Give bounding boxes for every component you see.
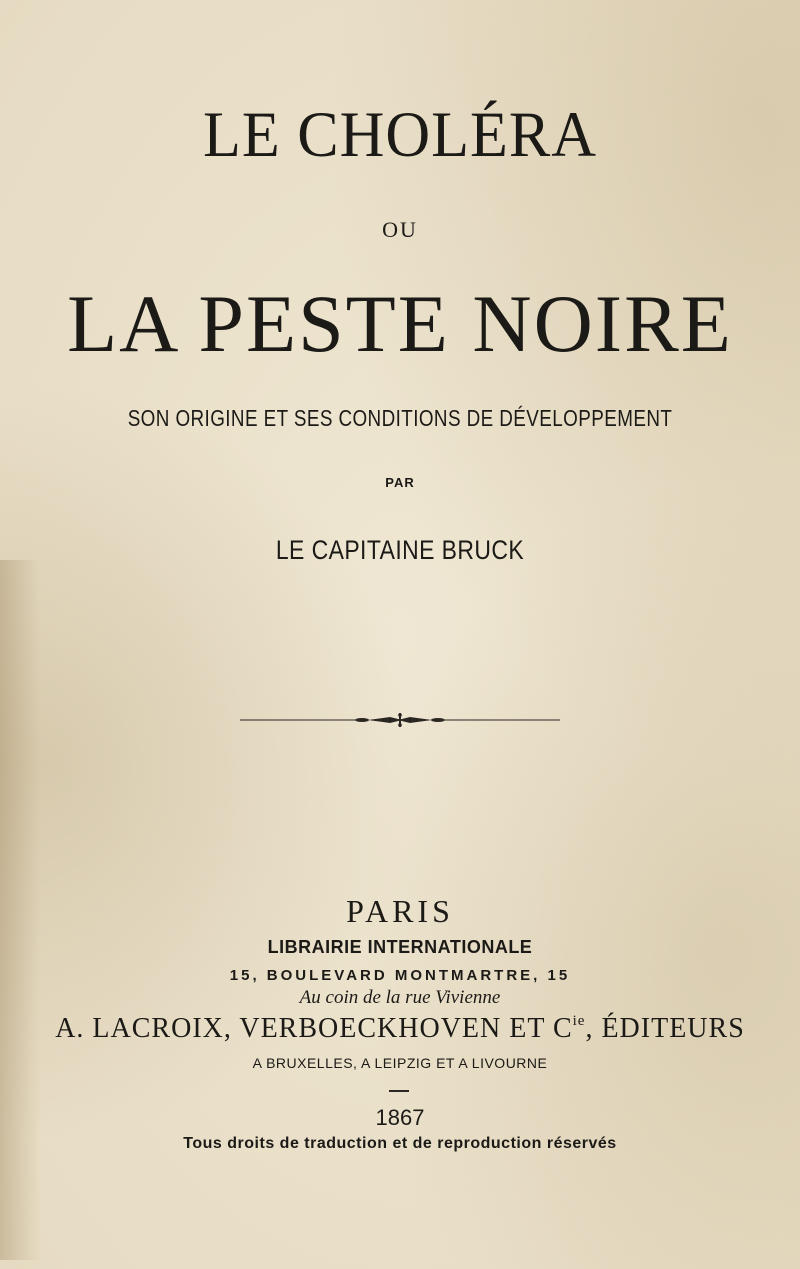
title-connector: OU	[382, 217, 418, 242]
bookshop-address: 15, BOULEVARD MONTMARTRE, 15	[229, 967, 571, 984]
publication-year: 1867	[375, 1105, 425, 1130]
publisher-name: A. LACROIX, VERBOECKHOVEN ET C	[55, 1013, 573, 1044]
title-line-1: LE CHOLÉRA	[202, 99, 598, 171]
by-label: PAR	[385, 475, 415, 490]
other-cities: A BRUXELLES, A LEIPZIG ET A LIVOURNE	[252, 1055, 548, 1071]
bookshop-name: LIBRAIRIE INTERNATIONALE	[267, 937, 533, 957]
title-line-2: LA PESTE NOIRE	[67, 278, 733, 369]
imprint-city: PARIS	[346, 893, 454, 929]
publisher-sup: ie	[572, 1013, 586, 1029]
ornament-rule-icon	[240, 710, 560, 730]
subtitle: SON ORIGINE ET SES CONDITIONS DE DÉVELOPPEMENT	[127, 405, 673, 431]
author: LE CAPITAINE BRUCK	[275, 535, 525, 565]
publisher	[0, 1013, 800, 1045]
rights-notice: Tous droits de traduction et de reproduction réservés	[183, 1135, 617, 1152]
divider	[389, 1090, 409, 1092]
address-corner: Au coin de la rue Vivienne	[299, 987, 501, 1008]
publisher-suffix: , ÉDITEURS	[585, 1013, 745, 1044]
